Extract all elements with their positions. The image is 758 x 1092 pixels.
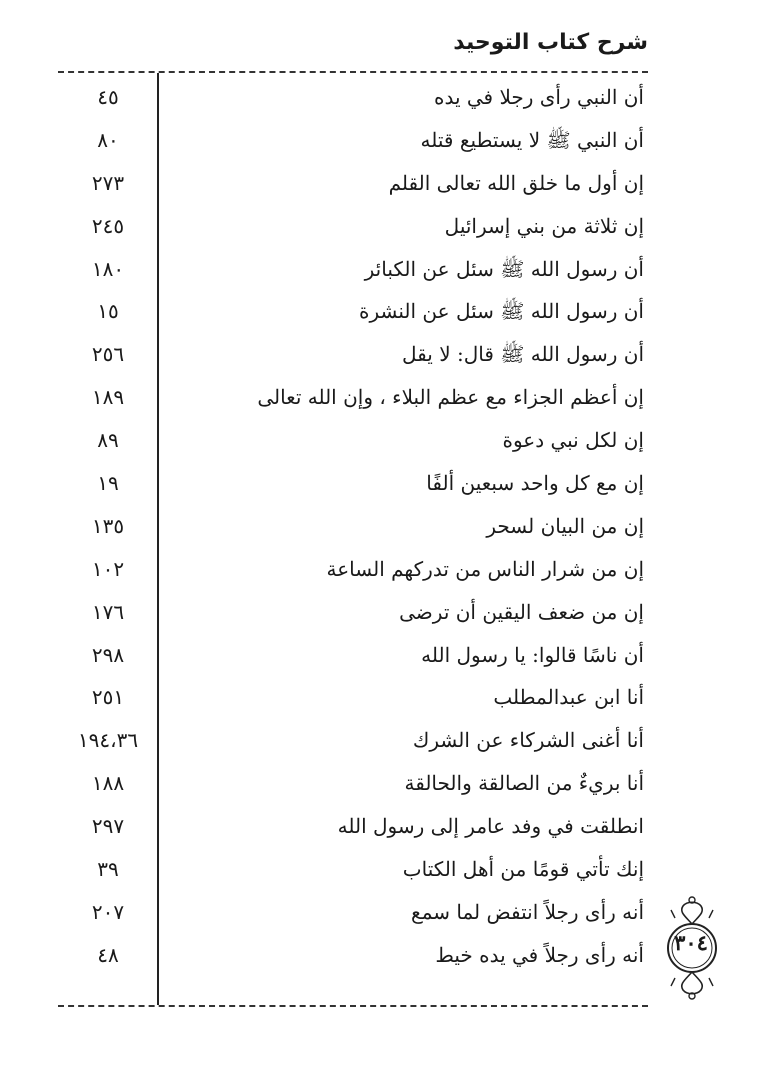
hadith-text: أنا ابن عبدالمطلب — [493, 685, 644, 710]
running-header-title: شرح كتاب التوحيد — [453, 30, 648, 55]
page-reference: ١٣٥ — [91, 513, 125, 538]
hadith-text: إن ثلاثة من بني إسرائيل — [444, 213, 644, 238]
hadith-text: أن النبي رأى رجلا في يده — [433, 85, 644, 109]
hadith-text: أنه رأى رجلاً انتفض لما سمع — [411, 899, 644, 924]
page-reference: ١٨٨ — [91, 771, 125, 796]
hadith-text: إن أول ما خلق الله تعالى القلم — [388, 170, 644, 195]
index-row — [58, 805, 648, 848]
index-row — [58, 676, 648, 719]
hadith-text: إن أعظم الجزاء مع عظم البلاء ، وإن الله تعالى — [257, 385, 644, 410]
hadith-text: إن من البيان لسحر — [486, 513, 644, 538]
page-reference: ١٨٠ — [91, 256, 125, 281]
hadith-text: أن رسول الله ﷺ سئل عن الكبائر — [364, 256, 644, 281]
hadith-text: انطلقت في وفد عامر إلى رسول الله — [337, 814, 644, 839]
page-reference: ١٧٦ — [91, 599, 125, 624]
page-number: ٣٠٤ — [674, 930, 708, 955]
index-row — [58, 548, 648, 591]
top-dashed-rule — [58, 71, 648, 73]
index-row — [58, 119, 648, 162]
page-reference: ٢٥١ — [91, 685, 125, 710]
page-reference: ٣٩ — [97, 857, 119, 882]
hadith-text: إن من شرار الناس من تدركهم الساعة — [326, 556, 644, 581]
hadith-text: إنك تأتي قومًا من أهل الكتاب — [402, 857, 644, 882]
page-reference: ١٥ — [97, 299, 119, 324]
index-row — [58, 934, 648, 977]
page-reference: ٨٩ — [97, 428, 119, 453]
page-reference: ٢٩٧ — [91, 814, 125, 839]
page-reference: ٤٥ — [97, 85, 119, 109]
page-reference: ١٩٤،٣٦ — [77, 728, 139, 753]
page-reference: ٢٧٣ — [91, 170, 125, 195]
index-table — [58, 76, 648, 977]
hadith-text: أن ناسًا قالوا: يا رسول الله — [421, 642, 644, 667]
index-row — [58, 248, 648, 291]
page-reference: ١٨٩ — [91, 385, 125, 410]
index-row — [58, 333, 648, 376]
hadith-text: أنا بريءٌ من الصالقة والحالقة — [404, 771, 644, 796]
page-reference: ٢٤٥ — [91, 213, 125, 238]
hadith-text: أنا أغنى الشركاء عن الشرك — [412, 728, 644, 753]
bottom-dashed-rule — [58, 1005, 648, 1007]
hadith-text: أن رسول الله ﷺ قال: لا يقل — [402, 342, 644, 367]
index-row — [58, 462, 648, 505]
hadith-text: إن من ضعف اليقين أن ترضى — [399, 599, 644, 624]
hadith-text: أن رسول الله ﷺ سئل عن النشرة — [359, 299, 644, 324]
hadith-text: إن لكل نبي دعوة — [502, 428, 644, 453]
index-row — [58, 76, 648, 119]
index-row — [58, 505, 648, 548]
index-row — [58, 290, 648, 333]
page-reference: ١٩ — [97, 471, 119, 496]
index-row — [58, 591, 648, 634]
hadith-text: أنه رأى رجلاً في يده خيط — [435, 942, 644, 967]
index-row — [58, 419, 648, 462]
index-row — [58, 719, 648, 762]
page-reference: ١٠٢ — [91, 556, 125, 581]
hadith-text: إن مع كل واحد سبعين ألفًا — [426, 471, 644, 496]
index-row — [58, 162, 648, 205]
index-row — [58, 848, 648, 891]
hadith-text: أن النبي ﷺ لا يستطيع قتله — [420, 127, 644, 152]
page-reference: ٢٩٨ — [91, 642, 125, 667]
index-row — [58, 634, 648, 677]
page-reference: ٨٠ — [97, 127, 119, 152]
index-row — [58, 891, 648, 934]
index-row — [58, 376, 648, 419]
index-row — [58, 762, 648, 805]
page-reference: ٢٠٧ — [91, 899, 125, 924]
page-reference: ٤٨ — [97, 942, 119, 967]
page-reference: ٢٥٦ — [91, 342, 125, 367]
index-row — [58, 205, 648, 248]
